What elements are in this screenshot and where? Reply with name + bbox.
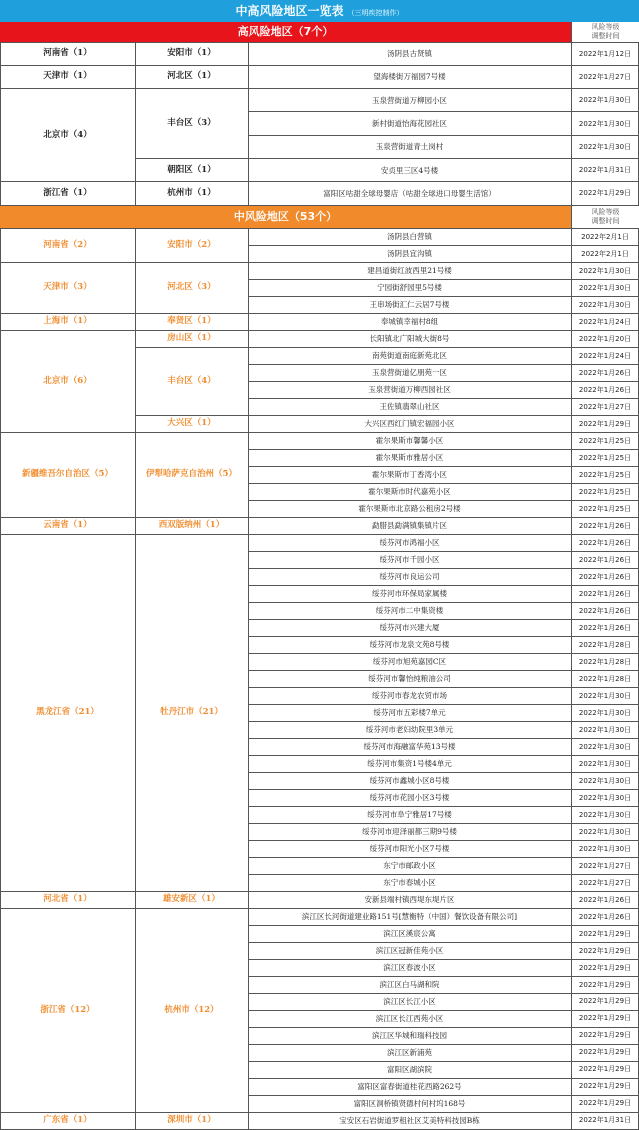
grid-line — [135, 517, 248, 518]
date-cell: 2022年1月26日 — [578, 385, 632, 394]
location-cell: 汤阴县古贤镇 — [387, 49, 432, 59]
date-cell: 2022年1月26日 — [578, 538, 632, 547]
location-cell: 绥芬河市鑫城小区8号楼 — [369, 776, 450, 786]
city-cell: 雄安新区（1） — [163, 894, 220, 904]
city-cell: 杭州市（12） — [164, 1004, 219, 1015]
grid-line — [0, 432, 135, 433]
grid-line — [0, 65, 135, 66]
location-cell: 绥芬河市集资1号楼4单元 — [367, 759, 452, 769]
province-cell: 浙江省（1） — [43, 187, 92, 198]
grid-line — [248, 330, 639, 331]
grid-line — [248, 262, 639, 263]
city-cell: 河北区（3） — [167, 282, 216, 293]
grid-line — [135, 908, 248, 909]
grid-line — [248, 840, 639, 841]
grid-line — [248, 449, 639, 450]
grid-line — [0, 908, 135, 909]
location-cell: 绥芬河市千园小区 — [379, 555, 440, 565]
date-cell: 2022年1月26日 — [578, 521, 632, 530]
date-cell: 2022年1月29日 — [578, 1082, 632, 1091]
grid-line — [248, 993, 639, 994]
grid-line — [0, 1112, 135, 1113]
location-cell: 勐腊县勐满镇集镇片区 — [372, 521, 447, 531]
location-cell: 绥芬河市海融富华苑13号楼 — [363, 742, 456, 752]
location-cell: 王佐镇翡翠山社区 — [379, 402, 440, 412]
date-cell: 2022年1月28日 — [578, 674, 632, 683]
location-cell: 富阳区咕甜全球母婴店（咕甜全球进口母婴生活馆） — [323, 188, 496, 198]
location-cell: 滨江区春波小区 — [383, 963, 436, 972]
grid-line — [135, 313, 248, 314]
grid-line — [0, 330, 135, 331]
grid-line — [571, 42, 572, 205]
grid-line — [248, 398, 639, 399]
grid-line — [248, 585, 639, 586]
date-cell: 2022年2月1日 — [581, 249, 629, 258]
location-cell: 霍尔果斯市北京路公租房2号楼 — [358, 504, 461, 514]
grid-line — [248, 551, 639, 552]
location-cell: 霍尔果斯市时代嘉苑小区 — [368, 487, 451, 497]
city-cell: 安阳市（1） — [167, 48, 216, 59]
grid-line — [0, 517, 135, 518]
grid-line — [248, 925, 639, 926]
date-cell: 2022年1月20日 — [578, 334, 632, 343]
location-cell: 建昌道街红波西里21号楼 — [367, 266, 452, 276]
location-cell: 绥芬河市阜宁雅居17号楼 — [367, 810, 452, 820]
date-cell: 2022年1月29日 — [578, 189, 632, 198]
grid-line — [248, 364, 639, 365]
grid-line — [248, 738, 639, 739]
grid-line — [248, 111, 639, 112]
grid-line — [248, 313, 639, 314]
grid-line — [248, 1010, 639, 1011]
date-cell: 2022年1月31日 — [578, 166, 632, 175]
grid-line — [248, 857, 639, 858]
date-cell: 2022年1月30日 — [578, 759, 632, 768]
date-cell: 2022年1月26日 — [578, 368, 632, 377]
date-cell: 2022年1月27日 — [578, 878, 632, 887]
city-cell: 安阳市（2） — [167, 239, 216, 250]
date-cell: 2022年1月25日 — [578, 487, 632, 496]
city-cell: 伊犁哈萨克自治州（5） — [146, 469, 237, 480]
province-cell: 河北省（1） — [43, 894, 92, 904]
grid-line — [248, 619, 639, 620]
location-cell: 绥芬河市二中集资楼 — [375, 606, 444, 616]
grid-line — [0, 88, 135, 89]
grid-line — [248, 279, 639, 280]
location-cell: 富阳区湖滨院 — [387, 1064, 432, 1074]
province-cell: 河南省（2） — [43, 239, 92, 250]
grid-line — [248, 653, 639, 654]
grid-line — [248, 415, 639, 416]
province-cell: 天津市（1） — [43, 71, 92, 82]
location-cell: 绥芬河市良运公司 — [379, 572, 440, 582]
date-cell: 2022年1月26日 — [578, 895, 632, 904]
date-cell: 2022年1月30日 — [578, 844, 632, 853]
location-cell: 绥芬河市环保局家属楼 — [372, 589, 447, 599]
date-cell: 2022年1月24日 — [578, 317, 632, 326]
date-cell: 2022年1月30日 — [578, 827, 632, 836]
grid-line — [248, 517, 639, 518]
grid-line — [248, 874, 639, 875]
province-cell: 北京市（6） — [43, 375, 92, 386]
date-cell: 2022年1月30日 — [578, 708, 632, 717]
grid-line — [0, 262, 135, 263]
grid-line — [248, 432, 639, 433]
date-cell: 2022年1月25日 — [578, 453, 632, 462]
high-date-header: 风险等级 调整时间 — [571, 22, 639, 42]
location-cell: 王串场街汇仁云居7号楼 — [369, 300, 450, 310]
location-cell: 滨江区长江小区 — [383, 996, 436, 1006]
grid-line — [248, 1044, 639, 1045]
mid-date-header: 风险等级 调整时间 — [571, 206, 639, 228]
location-cell: 绥芬河市兴建大厦 — [379, 623, 440, 633]
date-cell: 2022年1月27日 — [578, 861, 632, 870]
grid-line — [248, 381, 639, 382]
grid-line — [248, 228, 249, 1129]
city-cell: 河北区（1） — [167, 71, 216, 82]
location-cell: 绥芬河市春龙农贸市场 — [372, 691, 447, 701]
grid-line — [571, 228, 572, 1129]
page-subtitle: （三明疾控制作） — [347, 9, 404, 17]
grid-line — [0, 313, 135, 314]
grid-line — [248, 181, 639, 182]
date-cell: 2022年1月29日 — [578, 1065, 632, 1074]
grid-line — [0, 534, 135, 535]
date-cell: 2022年1月25日 — [578, 436, 632, 445]
grid-line — [0, 228, 1, 1129]
city-cell: 杭州市（1） — [167, 187, 216, 198]
location-cell: 绥芬河市旭苑嘉园C区 — [372, 657, 447, 667]
mid-risk-header: 中风险地区（53个） — [0, 206, 571, 228]
grid-line — [248, 1061, 639, 1062]
date-cell: 2022年1月30日 — [578, 142, 632, 151]
grid-line — [248, 806, 639, 807]
location-cell: 绥芬河市鸿福小区 — [379, 538, 440, 548]
province-cell: 北京市（4） — [43, 129, 92, 140]
city-cell: 丰台区（4） — [167, 375, 216, 386]
date-cell: 2022年1月29日 — [578, 963, 632, 972]
grid-line — [135, 1112, 248, 1113]
date-cell: 2022年1月29日 — [578, 946, 632, 955]
date-cell: 2022年1月29日 — [578, 1099, 632, 1108]
grid-line — [248, 602, 639, 603]
date-cell: 2022年1月30日 — [578, 300, 632, 309]
province-cell: 天津市（3） — [43, 282, 92, 293]
grid-line — [135, 88, 248, 89]
date-cell: 2022年1月30日 — [578, 283, 632, 292]
city-cell: 大兴区（1） — [167, 418, 216, 429]
province-cell: 黑龙江省（21） — [36, 707, 99, 718]
grid-line — [135, 534, 248, 535]
location-cell: 滨江区冠新佳苑小区 — [375, 946, 444, 955]
location-cell: 霍尔果斯市雅居小区 — [375, 453, 444, 463]
city-cell: 朝阳区（1） — [167, 164, 216, 175]
grid-line — [248, 1112, 639, 1113]
grid-line — [135, 415, 248, 416]
date-cell: 2022年1月25日 — [578, 470, 632, 479]
city-cell: 西双版纳州（1） — [158, 520, 225, 531]
grid-line — [248, 670, 639, 671]
location-cell: 绥芬河市老妇幼院里3单元 — [365, 725, 454, 735]
location-cell: 大兴区西红门镇宏福园小区 — [364, 419, 455, 429]
location-cell: 霍尔果斯市馨馨小区 — [375, 436, 444, 446]
grid-line — [248, 135, 639, 136]
grid-line — [248, 88, 639, 89]
grid-line — [248, 959, 639, 960]
location-cell: 玉泉营街道青土岗村 — [375, 142, 444, 152]
grid-line — [248, 687, 639, 688]
date-cell: 2022年1月27日 — [578, 402, 632, 411]
date-cell: 2022年1月30日 — [578, 793, 632, 802]
location-cell: 滨江区新浦苑 — [387, 1047, 432, 1057]
grid-line — [248, 755, 639, 756]
grid-line — [135, 432, 248, 433]
grid-line — [135, 891, 248, 892]
grid-line — [248, 1027, 639, 1028]
grid-line — [248, 942, 639, 943]
location-cell: 玉泉营街道亿朋苑一区 — [372, 368, 447, 378]
grid-line — [135, 262, 248, 263]
grid-line — [248, 296, 639, 297]
date-cell: 2022年1月29日 — [578, 1014, 632, 1023]
grid-line — [248, 42, 249, 205]
grid-line — [135, 330, 248, 331]
city-cell: 丰台区（3） — [167, 118, 216, 129]
grid-line — [248, 772, 639, 773]
location-cell: 安新县端村镇西堤东堤片区 — [364, 895, 455, 904]
location-cell: 绥芬河市阳光小区7号楼 — [369, 844, 450, 854]
city-cell: 奉贤区（1） — [167, 316, 216, 327]
location-cell: 宁园街舒园里5号楼 — [377, 283, 442, 293]
date-cell: 2022年1月28日 — [578, 640, 632, 649]
grid-line — [248, 483, 639, 484]
location-cell: 安贞里三区4号楼 — [380, 165, 439, 175]
province-cell: 河南省（1） — [43, 48, 92, 59]
date-cell: 2022年1月26日 — [578, 589, 632, 598]
grid-line — [135, 228, 136, 1129]
date-cell: 2022年1月12日 — [578, 49, 632, 58]
grid-line — [248, 347, 639, 348]
grid-line — [248, 1095, 639, 1096]
location-cell: 滨江区白马湖和院 — [379, 980, 440, 989]
date-cell: 2022年1月30日 — [578, 742, 632, 751]
grid-line — [0, 891, 135, 892]
date-cell: 2022年1月26日 — [578, 623, 632, 632]
date-cell: 2022年1月26日 — [578, 555, 632, 564]
location-cell: 滨江区长江西苑小区 — [375, 1013, 444, 1023]
grid-line — [248, 976, 639, 977]
date-cell: 2022年1月29日 — [578, 980, 632, 989]
date-cell: 2022年1月30日 — [578, 725, 632, 734]
location-cell: 长阳镇北广阳城大街8号 — [369, 334, 450, 344]
location-cell: 绥芬河市花园小区3号楼 — [369, 793, 450, 803]
location-cell: 滨江区溪宸公寓 — [383, 929, 436, 938]
grid-line — [248, 721, 639, 722]
city-cell: 牡丹江市（21） — [160, 707, 223, 718]
date-cell: 2022年1月28日 — [578, 657, 632, 666]
city-cell: 房山区（1） — [167, 333, 216, 344]
grid-line — [248, 568, 639, 569]
location-cell: 南苑街道南庭新苑北区 — [372, 351, 447, 361]
date-cell: 2022年1月30日 — [578, 96, 632, 105]
province-cell: 上海市（1） — [43, 316, 92, 327]
grid-line — [248, 500, 639, 501]
date-cell: 2022年1月30日 — [578, 691, 632, 700]
location-cell: 绥芬河市龙泉文苑8号楼 — [369, 640, 450, 650]
grid-line — [248, 65, 639, 66]
grid-line — [248, 158, 639, 159]
location-cell: 新村街道怡海花园社区 — [372, 119, 447, 129]
grid-line — [135, 42, 136, 205]
date-cell: 2022年1月29日 — [578, 419, 632, 428]
province-cell: 云南省（1） — [43, 520, 92, 531]
date-cell: 2022年2月1日 — [581, 232, 629, 241]
location-cell: 绥芬河市迎泽丽都三期9号楼 — [362, 827, 457, 837]
location-cell: 东宁市春城小区 — [383, 878, 436, 887]
location-cell: 奉城镇幸福村8组 — [380, 317, 439, 327]
grid-line — [248, 245, 639, 246]
grid-line — [248, 789, 639, 790]
location-cell: 汤阴县白营镇 — [387, 232, 432, 242]
date-cell: 2022年1月29日 — [578, 1031, 632, 1040]
date-cell: 2022年1月31日 — [578, 1116, 632, 1125]
grid-line — [0, 42, 1, 205]
grid-line — [248, 636, 639, 637]
location-cell: 绥芬河市馨怡纯粮油公司 — [368, 674, 451, 684]
location-cell: 汤阴县宜沟镇 — [387, 249, 432, 259]
province-cell: 浙江省（12） — [40, 1004, 95, 1015]
grid-line — [135, 158, 248, 159]
province-cell: 广东省（1） — [43, 1114, 92, 1125]
date-cell: 2022年1月30日 — [578, 266, 632, 275]
high-risk-header: 高风险地区（7个） — [0, 22, 571, 42]
date-cell: 2022年1月25日 — [578, 504, 632, 513]
location-cell: 滨江区华城和瑞科技园 — [372, 1030, 447, 1040]
grid-line — [248, 891, 639, 892]
grid-line — [135, 347, 248, 348]
grid-line — [248, 908, 639, 909]
grid-line — [135, 181, 248, 182]
date-cell: 2022年1月24日 — [578, 351, 632, 360]
grid-line — [248, 534, 639, 535]
date-cell: 2022年1月30日 — [578, 776, 632, 785]
date-cell: 2022年1月29日 — [578, 997, 632, 1006]
grid-line — [248, 466, 639, 467]
grid-line — [248, 823, 639, 824]
location-cell: 富阳区富春街道桂花西路262号 — [357, 1081, 462, 1091]
grid-line — [135, 65, 248, 66]
province-cell: 新疆维吾尔自治区（5） — [22, 469, 113, 480]
date-cell: 2022年1月26日 — [578, 606, 632, 615]
location-cell: 望海楼街万福园7号楼 — [373, 72, 446, 82]
date-cell: 2022年1月29日 — [578, 1048, 632, 1057]
grid-line — [248, 1078, 639, 1079]
date-cell: 2022年1月27日 — [578, 72, 632, 81]
location-cell: 东宁市邮政小区 — [383, 861, 436, 870]
grid-line — [0, 181, 135, 182]
location-cell: 玉泉营街道万柳园小区 — [372, 95, 447, 105]
grid-line — [248, 704, 639, 705]
date-cell: 2022年1月26日 — [578, 912, 632, 921]
date-cell: 2022年1月30日 — [578, 810, 632, 819]
date-cell: 2022年1月29日 — [578, 929, 632, 938]
location-cell: 绥芬河市五彩楼7单元 — [373, 708, 446, 718]
page-title: 中高风险地区一览表 — [235, 4, 344, 18]
location-cell: 富阳区洞桥镇贤德村何村坞168号 — [353, 1098, 466, 1108]
location-cell: 滨江区长河街道建业路151号[慧衡特（中国）餐饮设备有限公司] — [301, 912, 518, 921]
date-cell: 2022年1月30日 — [578, 119, 632, 128]
location-cell: 玉泉营街道万柳西园社区 — [368, 385, 451, 395]
date-cell: 2022年1月26日 — [578, 572, 632, 581]
city-cell: 深圳市（1） — [167, 1114, 216, 1125]
location-cell: 霍尔果斯市丁香湾小区 — [372, 470, 447, 480]
location-cell: 宝安区石岩街道罗租社区艾美特科技园B栋 — [339, 1115, 480, 1125]
